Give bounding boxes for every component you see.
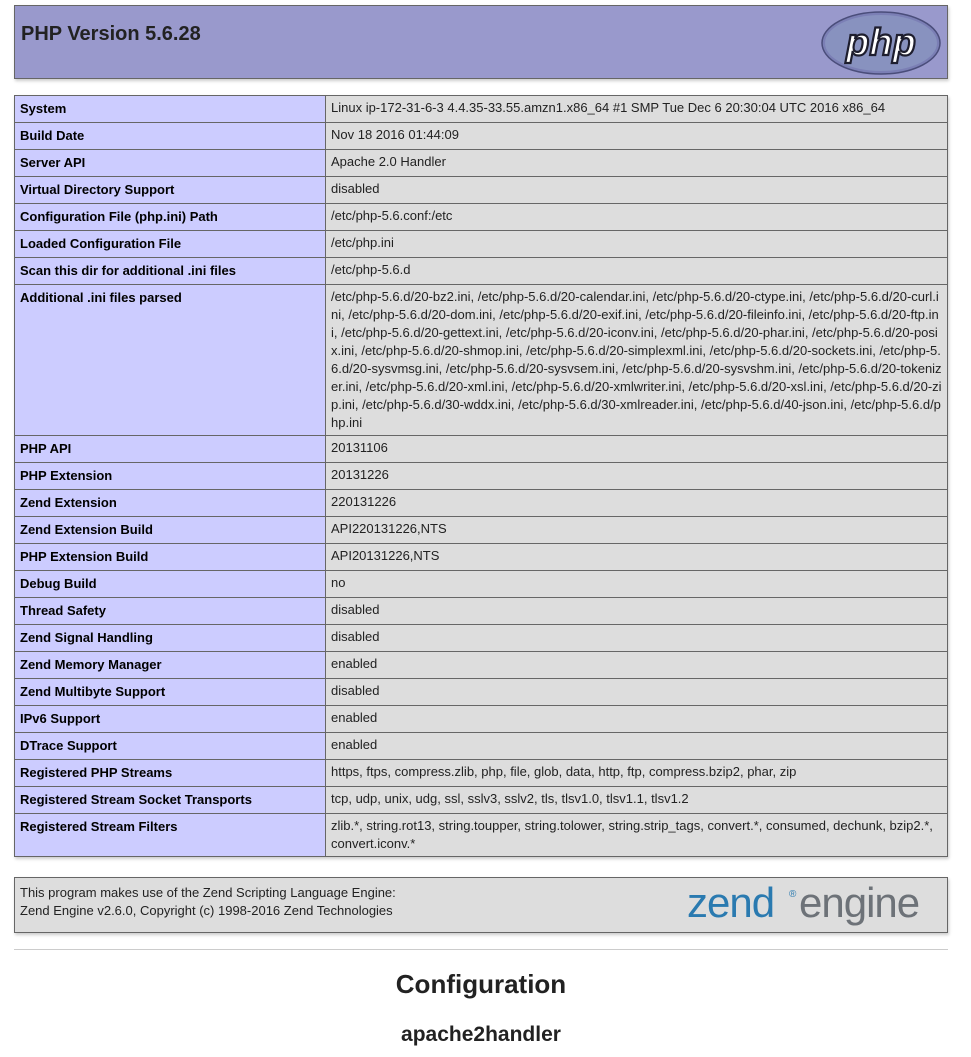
zend-credits — [20, 884, 396, 920]
engine-logo-word: engine — [799, 881, 920, 926]
row-key: Server API — [15, 150, 326, 177]
table-row — [15, 96, 948, 123]
zend-logo-word: zend — [687, 881, 775, 926]
table-row — [15, 123, 948, 150]
row-key: Zend Multibyte Support — [15, 679, 326, 706]
row-key: Configuration File (php.ini) Path — [15, 204, 326, 231]
row-value: https, ftps, compress.zlib, php, file, glob, data, http, ftp, compress.bzip2, phar, zip — [326, 760, 948, 787]
row-key: Build Date — [15, 123, 326, 150]
row-value: zlib.*, string.rot13, string.toupper, string.tolower, string.strip_tags, convert.*, consumed, dechunk, bzip2.*, convert.iconv.* — [326, 814, 948, 857]
apache2handler-heading: apache2handler — [401, 1023, 561, 1046]
row-value: 220131226 — [326, 490, 948, 517]
section-divider — [14, 949, 948, 950]
row-key: Zend Memory Manager — [15, 652, 326, 679]
table-row — [15, 679, 948, 706]
table-row — [15, 598, 948, 625]
row-key: System — [15, 96, 326, 123]
table-row — [15, 760, 948, 787]
table-row — [15, 652, 948, 679]
table-row — [15, 436, 948, 463]
row-key: Virtual Directory Support — [15, 177, 326, 204]
row-value: disabled — [326, 598, 948, 625]
row-value: /etc/php-5.6.d — [326, 258, 948, 285]
php-logo-text: php — [846, 22, 916, 64]
row-value: enabled — [326, 706, 948, 733]
row-value: enabled — [326, 733, 948, 760]
zend-credits-line-2: Zend Engine v2.6.0, Copyright (c) 1998-2016 Zend Technologies — [20, 903, 393, 918]
row-key: Thread Safety — [15, 598, 326, 625]
row-key: Loaded Configuration File — [15, 231, 326, 258]
table-row — [15, 231, 948, 258]
row-value: /etc/php.ini — [326, 231, 948, 258]
row-key: PHP Extension Build — [15, 544, 326, 571]
row-value: tcp, udp, unix, udg, ssl, sslv3, sslv2, tls, tlsv1.0, tlsv1.1, tlsv1.2 — [326, 787, 948, 814]
row-value: 20131226 — [326, 463, 948, 490]
table-row — [15, 204, 948, 231]
row-value: /etc/php-5.6.conf:/etc — [326, 204, 948, 231]
table-row — [15, 285, 948, 436]
info-table — [14, 95, 948, 857]
table-row — [15, 625, 948, 652]
table-row — [15, 490, 948, 517]
row-key: IPv6 Support — [15, 706, 326, 733]
row-value: no — [326, 571, 948, 598]
zend-engine-logo-icon — [687, 881, 941, 929]
table-row — [15, 544, 948, 571]
row-value: disabled — [326, 177, 948, 204]
page-title: PHP Version 5.6.28 — [21, 23, 201, 45]
row-key: Zend Extension — [15, 490, 326, 517]
row-key: DTrace Support — [15, 733, 326, 760]
row-key: Registered Stream Filters — [15, 814, 326, 857]
row-key: Zend Extension Build — [15, 517, 326, 544]
zend-logo-registered: ® — [789, 889, 797, 900]
row-value: API20131226,NTS — [326, 544, 948, 571]
php-logo-icon — [820, 10, 942, 76]
row-key: Additional .ini files parsed — [15, 285, 326, 436]
table-row — [15, 571, 948, 598]
row-key: Debug Build — [15, 571, 326, 598]
configuration-heading: Configuration — [395, 969, 567, 999]
phpinfo-page — [14, 5, 948, 1046]
table-row — [15, 814, 948, 857]
table-row — [15, 733, 948, 760]
row-value: Nov 18 2016 01:44:09 — [326, 123, 948, 150]
row-value: /etc/php-5.6.d/20-bz2.ini, /etc/php-5.6.d/20-calendar.ini, /etc/php-5.6.d/20-ctype.ini, /etc/php-5.6.d/20-curl.ini, /etc/php-5.6.d/20-dom.ini, /etc/php-5.6.d/20-exif.ini, /etc/php-5.6.d/20-fileinfo.ini, /etc/php-5.6.d/20-ftp.ini, /etc/php-5.6.d/20-gettext.ini, /etc/php-5.6.d/20-iconv.ini, /etc/php-5.6.d/20-phar.ini, /etc/php-5.6.d/20-posix.ini, /etc/php-5.6.d/20-shmop.ini, /etc/php-5.6.d/20-simplexml.ini, /etc/php-5.6.d/20-sockets.ini, /etc/php-5.6.d/20-sysvmsg.ini, /etc/php-5.6.d/20-sysvsem.ini, /etc/php-5.6.d/20-sysvshm.ini, /etc/php-5.6.d/20-tokenizer.ini, /etc/php-5.6.d/20-xml.ini, /etc/php-5.6.d/20-xmlwriter.ini, /etc/php-5.6.d/20-xsl.ini, /etc/php-5.6.d/20-zip.ini, /etc/php-5.6.d/30-wddx.ini, /etc/php-5.6.d/30-xmlreader.ini, /etc/php-5.6.d/40-json.ini, /etc/php-5.6.d/php.ini — [326, 285, 948, 436]
table-row — [15, 706, 948, 733]
row-value: API220131226,NTS — [326, 517, 948, 544]
table-row — [15, 177, 948, 204]
zend-engine-box — [14, 877, 948, 933]
table-row — [15, 463, 948, 490]
row-key: PHP Extension — [15, 463, 326, 490]
table-row — [15, 150, 948, 177]
row-value: 20131106 — [326, 436, 948, 463]
row-value: enabled — [326, 652, 948, 679]
row-key: Registered PHP Streams — [15, 760, 326, 787]
table-row — [15, 787, 948, 814]
row-value: disabled — [326, 679, 948, 706]
row-key: PHP API — [15, 436, 326, 463]
header-bar — [14, 5, 948, 79]
table-row — [15, 517, 948, 544]
row-key: Registered Stream Socket Transports — [15, 787, 326, 814]
row-value: Linux ip-172-31-6-3 4.4.35-33.55.amzn1.x86_64 #1 SMP Tue Dec 6 20:30:04 UTC 2016 x86_64 — [326, 96, 948, 123]
table-row — [15, 258, 948, 285]
row-value: Apache 2.0 Handler — [326, 150, 948, 177]
zend-credits-line-1: This program makes use of the Zend Scripting Language Engine: — [20, 885, 396, 900]
row-key: Scan this dir for additional .ini files — [15, 258, 326, 285]
row-key: Zend Signal Handling — [15, 625, 326, 652]
row-value: disabled — [326, 625, 948, 652]
